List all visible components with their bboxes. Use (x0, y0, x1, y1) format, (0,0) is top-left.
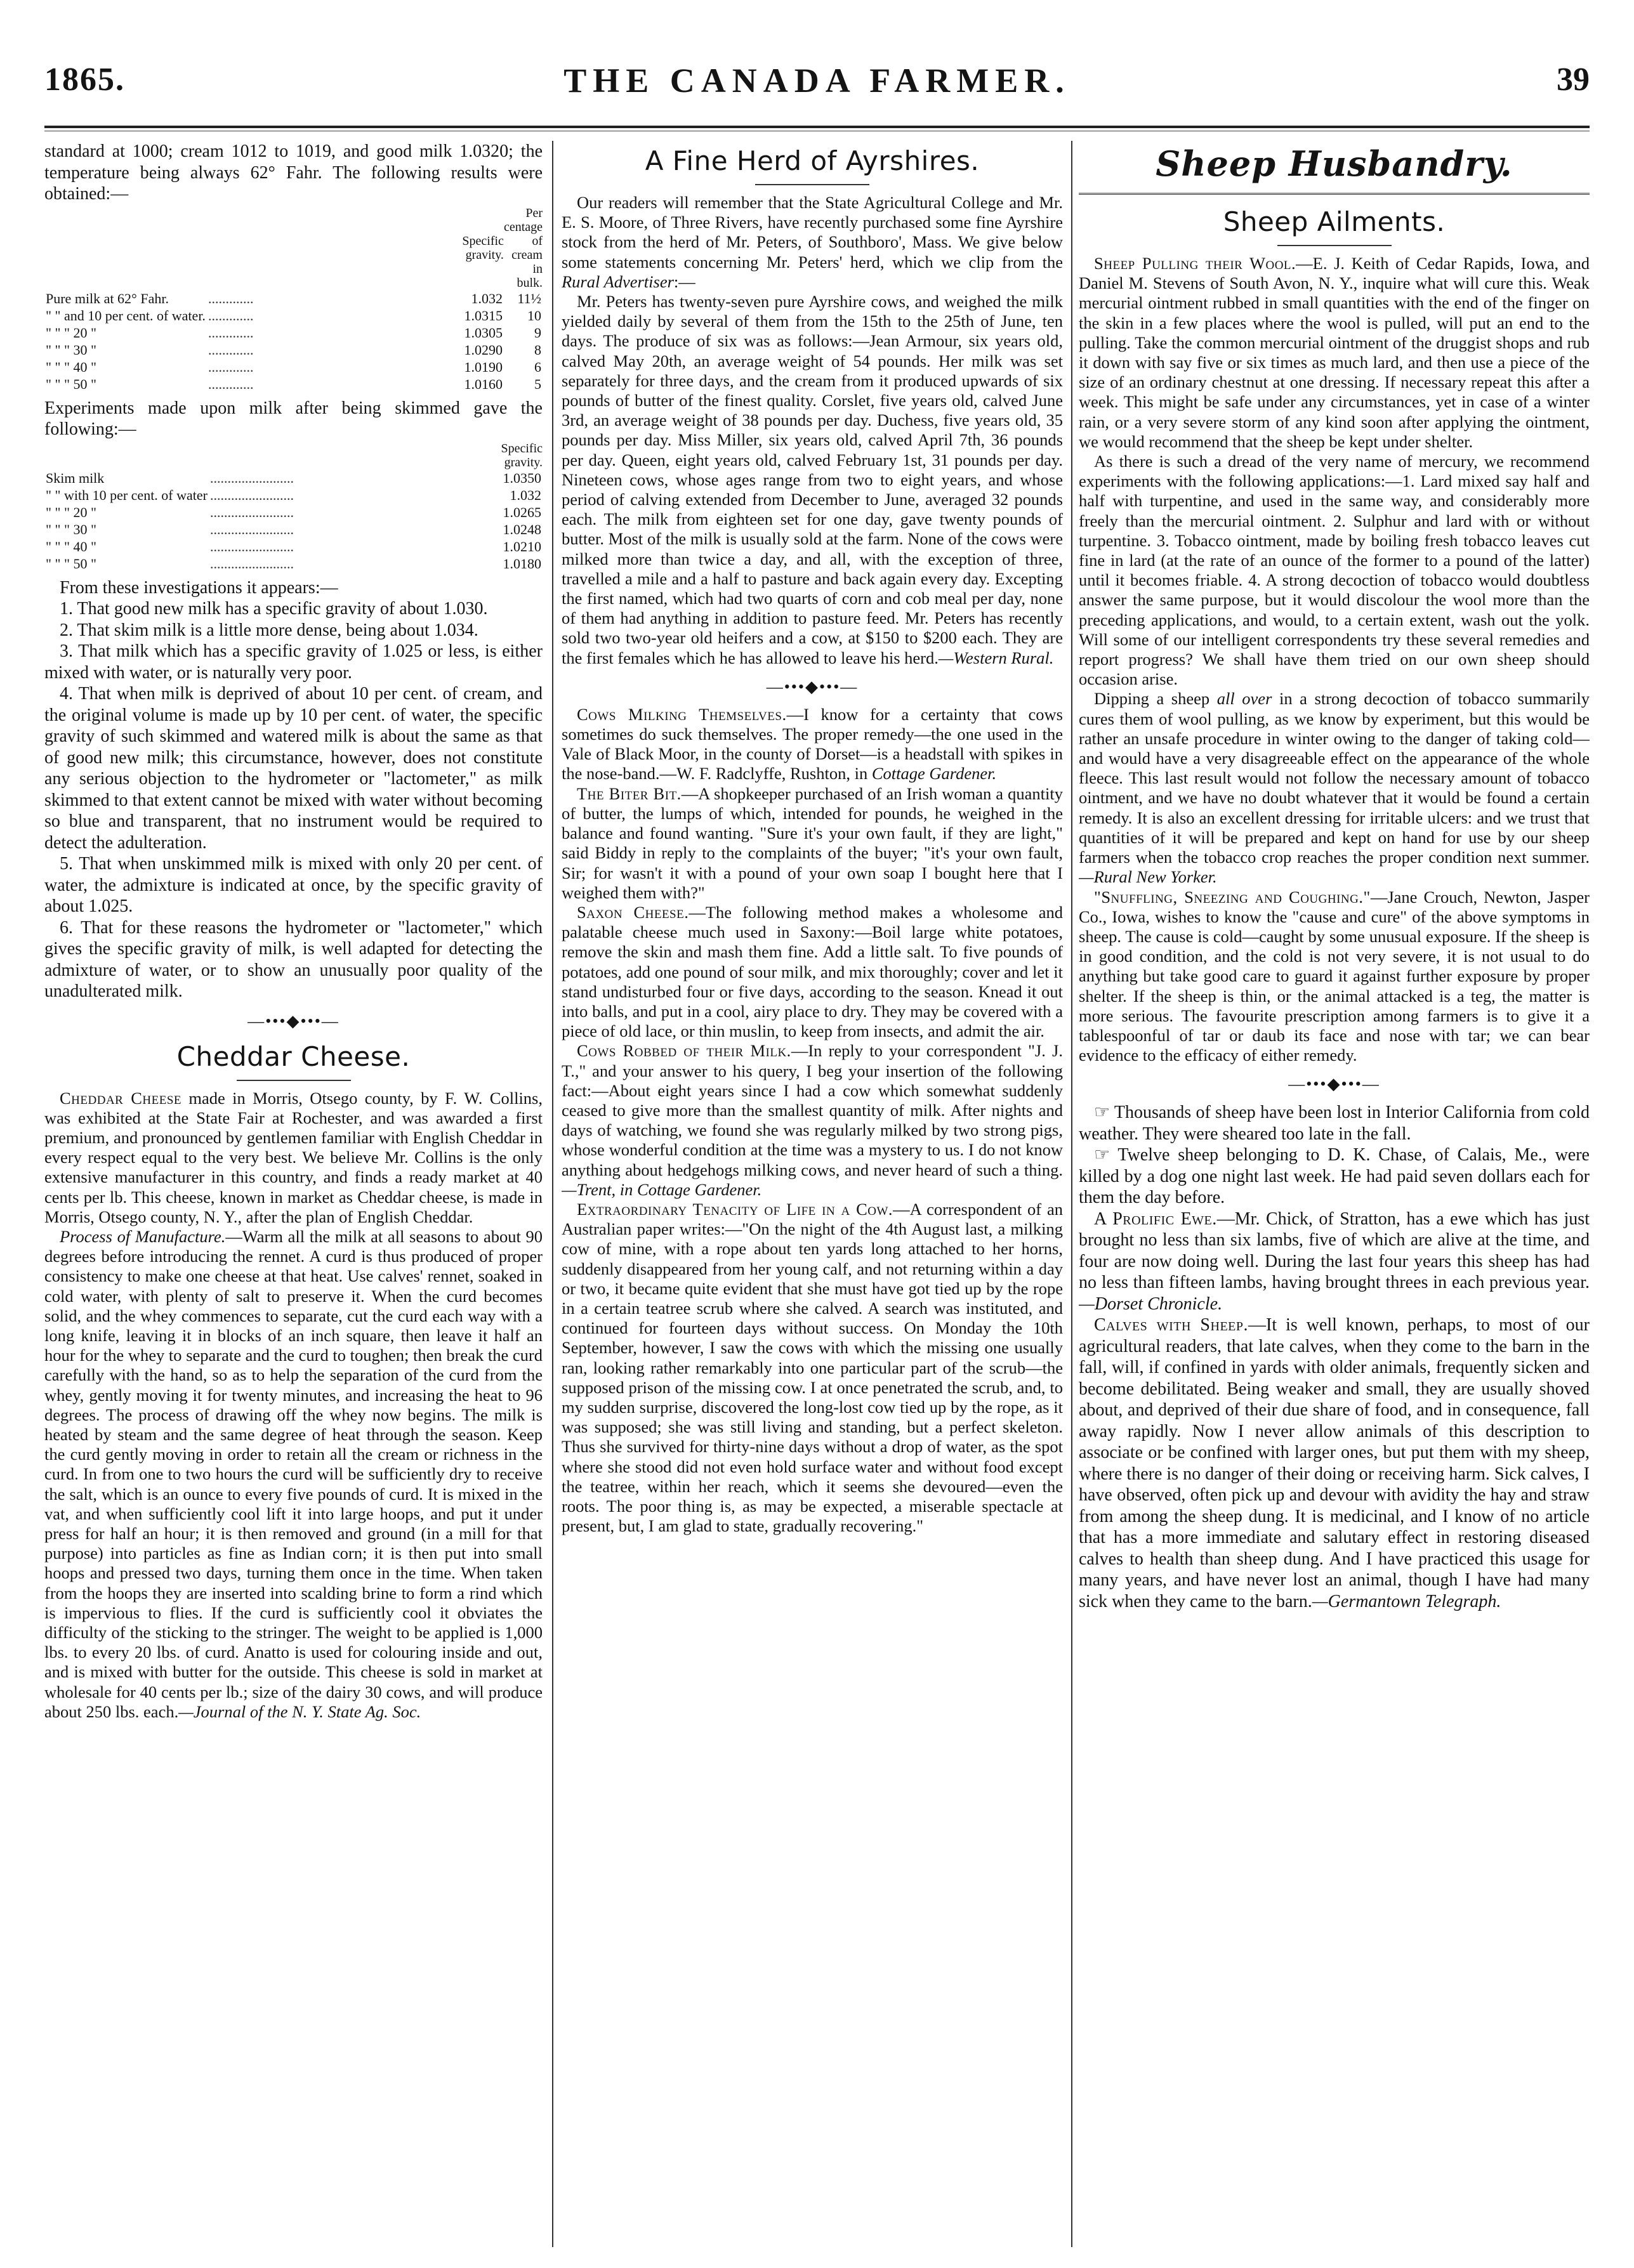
news-item: Calves with Sheep.—It is well known, perhaps, to most of our agricultural readers, that late calves, when they come to the barn in the fall, will, if confined in yards with older animals, frequently sicken and become debilitated. Being weaker and small, they are usually shoved about, and deprived of their due share of food, and in consequence, fall away rapidly. Now I never allow animals of this description to associate or be confined with larger ones, but put them with my sheep, where there is no danger of their doing or receiving harm. Sick calves, I have observed, often pick up and devour with avidity the hay and straw from among the sheep dung. It is medicinal, and I know of no article that has a more immediate and salutary effect in restoring diseased calves to health than sheep dung. And I have practiced this usage for many years, and have never lost an animal, though I have had many sick when they came to the barn.—Germantown Telegraph. (1079, 1315, 1590, 1611)
article-source: —Dorset Chronicle. (1079, 1294, 1223, 1314)
skim-intro: Experiments made upon milk after being skimmed gave the following:— (44, 398, 543, 439)
column-divider (1071, 141, 1072, 2247)
article-source: —Germantown Telegraph. (1312, 1591, 1501, 1611)
skim-gravity-table (44, 442, 543, 572)
table-row: Pure milk at 62° Fahr. ............. 1.032 11½ (46, 290, 541, 306)
table-header-gravity: Specific gravity. (501, 441, 543, 469)
title-rule (755, 184, 869, 185)
table-header-cream: Per centage of cream in bulk. (503, 206, 543, 290)
article-paragraph: Sheep Pulling their Wool.—E. J. Keith of Cedar Rapids, Iowa, and Daniel M. Stevens of South Avon, N. Y., inquire what will cure this. Weak mercurial ointment rubbed in small quantities with the end of the finger on the skin in a few places where the wool is pulled, will put an end to the pulling. Take the common mercurial ointment of the druggist shops and rub it down with say five or six times as much lard, and then use a piece of the size of an ordinary chestnut at one dressing. If necessary repeat this after a week. This might be safe under any circumstances, yet in case of a winter rain, or a very severe storm of any kind soon after applying the ointment, we would recommend that the sheep be kept under shelter. (1079, 254, 1590, 451)
section-ornament: —•••◆•••— (247, 1011, 339, 1030)
title-rule (1277, 245, 1392, 246)
article-paragraph: Mr. Peters has twenty-seven pure Ayrshire cows, and weighed the milk yielded daily by several of them from the 15th to the 25th of June, ten days. The produce of six was as follows:—Jean Armour, six years old, calved May 20th, an average weight of 54 pounds. Her milk was set separately for three days, and the cream from it produced upwards of six pounds of butter of the finest quality. Corslet, five years old, calved June 3rd, an average weight of 38 pounds per day. Duchess, five years old, 35 pounds per day. Miss Miller, six years old, calved April 7th, 36 pounds per day. Queen, eight years old, calved February 1st, 31 pounds per day. Nineteen cows, whose ages range from two to eight years, and whose period of calving extended from December to June, averaged 32 pounds each. The milk from eighteen set for one day, gave twenty pounds of butter. Most of the milk is usually sold at the farm. None of the cows were milked more than twice a day, and all, with the exception of three, travelled a mile and a half to pasture and back again every day. Excepting the first named, which had two quarts of corn and cob meal per day, none of them had anything in addition to pasture feed. Mr. Peters has recently sold two two-year old heifers and a cow, at $150 to $200 each. They are the first females which he has allowed to leave his herd.—Western Rural. (562, 292, 1063, 667)
table-row: " " " 20 " ............. 1.0305 9 (46, 324, 541, 341)
article-source: —Rural New Yorker. (1079, 867, 1217, 887)
conclusion-item: 4. That when milk is deprived of about 10 per cent. of cream, and the original volume is made up by 10 per cent. of water, the specific gravity of such skimmed and watered milk is about the same as that of good new milk; this circumstance, however, does not constitute any serious objection to the hydrometer or "lactometer," as milk skimmed to that extent cannot be mixed with water without becoming so blue and transparent, that no instrument would be required to detect the adulteration. (44, 684, 543, 853)
article-paragraph: Extraordinary Tenacity of Life in a Cow.—A correspondent of an Australian paper writes:—"On the night of the 4th August last, a milking cow of mine, with a rope about ten yards long attached to her horns, suddenly disappeared from her young calf, and not returning within a day or two, it became quite evident that she must have got tied up by the rope in a certain teatree scrub where she calved. A search was instituted, and continued for fourteen days without success. On Monday the 10th September, however, I saw the cows with which the missing one usually ran, looking rather remarkably into one particular part of the scrub—the supposed prison of the missing cow. I at once penetrated the scrub, and, to my sudden surprise, discovered the long-lost cow tied up by the rope, as it was supposed; she was still living and standing, but a perfect skeleton. Thus she survived for thirty-nine days without a drop of water, as the spot where she stood did not even hold surface water and without food except the teatree, within her reach, which it seems she devoured—even the roots. The poor thing is, as may be expected, a miserable spectacle at present, but, I am glad to state, gradually recovering." (562, 1199, 1063, 1536)
article-source: —Western Rural. (938, 648, 1054, 667)
section-ornament: —•••◆•••— (1288, 1075, 1380, 1094)
conclusion-item: 5. That when unskimmed milk is mixed with only 20 per cent. of water, the admixture is indicated at once, by the specific gravity of about 1.025. (44, 854, 543, 916)
column-divider (552, 141, 553, 2247)
article-paragraph: Our readers will remember that the State Agricultural College and Mr. E. S. Moore, of Three Rivers, have recently purchased some fine Ayrshire stock from the herd of Mr. Peters, of Southboro', Mass. We give below some statements concerning Mr. Peters' herd, which we clip from the Rural Advertiser:— (562, 193, 1063, 291)
conclusion-item: 1. That good new milk has a specific gravity of about 1.030. (60, 599, 488, 619)
table-row: " " " 50 " ........................ 1.0180 (46, 555, 541, 572)
section-rule (1079, 193, 1590, 195)
title-rule (237, 1080, 351, 1081)
article-title: Cheddar Cheese. (176, 1040, 411, 1072)
section-ornament: —•••◆•••— (766, 677, 859, 696)
conclusion-item: 3. That milk which has a specific gravity of 1.025 or less, is either mixed with water, or is naturally very poor. (44, 641, 543, 683)
article-paragraph: The Biter Bit.—A shopkeeper purchased of an Irish woman a quantity of butter, the lumps of which, intended for pounds, he weighed in the balance and found wanting. "Sure it's your own fault, if they are light," said Biddy in reply to the complaints of the buyer; "it's your own fault, Sir; for wasn't it with a pound of your own soap I bought here that I weighed them with?" (562, 783, 1063, 902)
article-paragraph: Dipping a sheep all over in a strong decoction of tobacco summarily cures them of wool pulling, as we know by experiment, but this would be rather an unsafe procedure in winter owing to the danger of taking cold—and would have a very disagreeable effect on the appearance of the whole fleece. This last result would not follow the necessary amount of tobacco ointment, and we have no doubt whatever that it would be found a certain remedy. It is also an excellent dressing for irritable ulcers: and we trust that quantities of it will be prepared and kept on hand for use by our sheep farmers when the tobacco crop reaches the proper condition next summer.—Rural New Yorker. (1079, 689, 1590, 887)
column-left (44, 141, 543, 2250)
table-row: Skim milk ........................ 1.0350 (46, 469, 541, 486)
article-paragraph: Process of Manufacture.—Warm all the milk at all seasons to about 90 degrees before introducing the rennet. A curd is thus produced of proper consistency to make one cheese at that heat. Use calves' rennet, soaked in cold water, with plenty of salt to preserve it. When the curd becomes solid, and the whey commences to separate, cut the curd each way with a long knife, leaving it in blocks of an inch square, then leave it half an hour for the whey to separate and the curd to toughen; then break the curd carefully with the hand, so as to help the separation of the curd from the whey, gently moving it for twenty minutes, and increasing the heat to 96 degrees. The process of drawing off the whey now begins. The milk is heated by steam and the same degree of heat through the season. Keep the curd gently moving in order to retain all the cream or richness in the curd. In from one to two hours the curd will be sufficiently dry to receive the salt, which is an ounce to every five pounds of curd. It is mixed in the vat, and when sufficiently cool lift it into large hoops, and put it under press for half an hour; it is then removed and ground (in a mill for that purpose) into particles as fine as Indian corn; it is then put into small hoops and pressed two days, turning them once in the time. When taken from the hoops they are inserted into scalding brine to form a rind which is impervious to flies. If the curd is sufficiently cool it obviates the difficulty of the sticking to the stringer. The weight to be applied is 1,000 lbs. to every 20 lbs. of curd. Anatto is used for colouring inside and out, and is mixed with butter for the outside. This cheese is sold in market at wholesale for 40 cents per lb.; size of the dairy 30 cows, and will produce about 250 lbs. each.—Journal of the N. Y. State Ag. Soc. (44, 1226, 543, 1721)
table-row: " " with 10 per cent. of water ........................ 1.032 (46, 487, 541, 503)
article-source: —Trent, in Cottage Gardener. (562, 1179, 762, 1199)
header-rule (44, 126, 1590, 128)
news-item: ☞ Twelve sheep belonging to D. K. Chase, of Calais, Me., were killed by a dog one night last week. He had paid seven dollars each for them the day before. (1079, 1145, 1590, 1208)
article-title: Sheep Ailments. (1223, 206, 1446, 237)
article-source: —Journal of the N. Y. State Ag. Soc. (178, 1701, 421, 1721)
page-header (44, 61, 1590, 124)
article-paragraph: "Snuffling, Sneezing and Coughing."—Jane Crouch, Newton, Jasper Co., Iowa, wishes to know the "cause and cure" of the above symptoms in sheep. The cause is cold—caught by some unusual exposure. If the sheep is in good condition, and the cold is not very severe, it is not usual to do anything but take good care to guard it against further exposure by proper shelter. If the sheep is thin, or the animal attacked is a teg, the matter is more serious. The favourite prescription among farmers is to give it a tablespoonful of tar or daub its face and nose with tar; we can bear evidence to the efficacy of either remedy. (1079, 887, 1590, 1065)
conclusion-item: 6. That for these reasons the hydrometer or "lactometer," which gives the specific gravity of milk, is well adapted for detecting the admixture of water, or to show an unusually poor quality of the unadulterated milk. (44, 917, 543, 1001)
milk-gravity-table (44, 206, 543, 393)
table-row: " " " 50 " ............. 1.0160 5 (46, 376, 541, 392)
pointing-hand-icon: ☞ (1094, 1103, 1110, 1123)
page-number: 39 (1557, 62, 1590, 98)
conclusion-item: 2. That skim milk is a little more dense, being about 1.034. (60, 620, 478, 640)
milk-intro: standard at 1000; cream 1012 to 1019, and good milk 1.0320; the temperature being always 62° Fahr. The following results were obtained:— (44, 141, 543, 204)
table-row: " " " 40 " ........................ 1.0210 (46, 538, 541, 554)
column-middle (562, 141, 1063, 2250)
pointing-hand-icon: ☞ (1094, 1145, 1110, 1165)
article-paragraph: As there is such a dread of the very name of mercury, we recommend experiments with the following applications:—1. Lard mixed say half and half with turpentine, and used in the same way, and considerably more freely than the mercurial ointment. 2. Sulphur and lard with or without turpentine. 3. Tobacco ointment, made by boiling fresh tobacco leaves cut fine in lard (at the rate of an ounce of the former to a pound of the latter) until it becomes friable. 4. A strong decoction of tobacco would doubtless answer the same purpose, but it would discolour the wool more than the preceding applications, and would, to a certain extent, wash out the yolk. Will some of our intelligent correspondents try these several remedies and report progress? We shall have them tried on our own sheep should occasion arise. (1079, 452, 1590, 689)
masthead-title: THE CANADA FARMER. (563, 62, 1071, 100)
table-row: " " " 30 " ............. 1.0290 8 (46, 341, 541, 358)
table-row: " " " 30 " ........................ 1.0248 (46, 521, 541, 537)
table-row: " " " 40 " ............. 1.0190 6 (46, 358, 541, 375)
article-title: A Fine Herd of Ayrshires. (645, 145, 980, 176)
conclusions-intro: From these investigations it appears:— (60, 577, 338, 598)
column-right (1079, 141, 1590, 2250)
article-paragraph: Saxon Cheese.—The following method makes a wholesome and palatable cheese much used in Saxony:—Boil large white potatoes, remove the skin and mash them fine. Add a little salt. To five pounds of potatoes, add one pound of sour milk, and mix thoroughly; cover and let it stand undisturbed four or five days, according to the season. Knead it out into balls, and put in a cool, airy place to dry. They may be covered with a piece of old lace, or thin muslin, to keep from insects, and admit the air. (562, 902, 1063, 1041)
news-item: A Prolific Ewe.—Mr. Chick, of Stratton, has a ewe which has just brought no less than six lambs, five of which are alive at the time, and four are now doing well. During the last four years this sheep has had no less than fifteen lambs, having brought threes in each previous year.—Dorset Chronicle. (1079, 1209, 1590, 1314)
section-title: Sheep Husbandry. (1156, 143, 1513, 184)
table-row: " " and 10 per cent. of water. ............. 1.0315 10 (46, 307, 541, 324)
header-year: 1865. (44, 62, 125, 98)
article-paragraph: Cows Milking Themselves.—I know for a certainty that cows sometimes do suck themselves. The proper remedy—the one used in the Vale of Black Moor, in the county of Dorset—is a headstall with spikes in the nose-band.—W. F. Radclyffe, Rushton, in Cottage Gardener. (562, 704, 1063, 783)
news-item: ☞ Thousands of sheep have been lost in Interior California from cold weather. They were sheared too late in the fall. (1079, 1103, 1590, 1144)
table-header-gravity: Specific gravity. (462, 233, 504, 262)
table-row: " " " 20 " ........................ 1.0265 (46, 504, 541, 520)
article-paragraph: Cheddar Cheese made in Morris, Otsego county, by F. W. Collins, was exhibited at the State Fair at Rochester, and was awarded a first premium, and pronounced by gentlemen familiar with English Cheddar in every respect equal to the very best. We believe Mr. Collins is the only extensive manufacturer in this country, and finds a ready market at 40 cents per lb. This cheese, known in market as Cheddar cheese, is made in Morris, Otsego county, N. Y., after the plan of English Cheddar. (44, 1088, 543, 1226)
article-paragraph: Cows Robbed of their Milk.—In reply to your correspondent "J. J. T.," and your answer to his query, I beg your insertion of the following fact:—About eight years since I had a cow which somewhat suddenly ceased to give more than the smallest quantity of milk. After nights and days of watching, we found she was regularly milked by two strong pigs, whose wonderful condition at the time was a mystery to us. I do not know anything about hedgehogs milking cows, and never heard of such a thing.—Trent, in Cottage Gardener. (562, 1041, 1063, 1199)
